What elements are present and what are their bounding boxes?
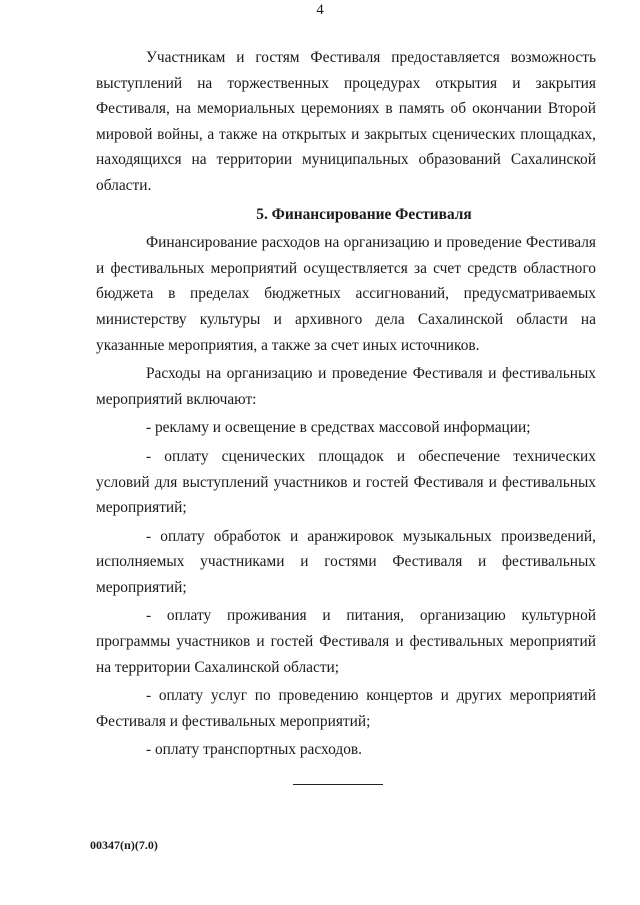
expense-item: - рекламу и освещение в средствах массовой информации; (146, 419, 531, 437)
expense-item: - оплату обработок и аранжировок музыкальных произведений, исполняемых участниками и гостями Фестиваля и фестивальных мероприятий; (96, 527, 596, 596)
expense-item: - оплату проживания и питания, организацию культурной программы участников и гостей Фестиваля и фестивальных мероприятий на территории Сахалинской области; (96, 607, 596, 676)
expense-item: - оплату услуг по проведению концертов и других мероприятий Фестиваля и фестивальных мероприятий; (96, 687, 596, 730)
intro-paragraph: Участникам и гостям Фестиваля предоставляется возможность выступлений на торжественных процедурах открытия и закрытия Фестиваля, на мемориальных церемониях в память об окончании Второй мировой войны, а также на открытых и закрытых сценических площадках, находящихся на территории муниципальных образований Сахалинской области. (96, 49, 596, 194)
financing-paragraph: Финансирование расходов на организацию и проведение Фестиваля и фестивальных мероприятий осуществляется за счет средств областного бюджета в пределах бюджетных ассигнований, предусматриваемых министерству культуры и архивного дела Сахалинской области на указанные мероприятия, а также за счет иных источников. (96, 234, 596, 354)
footer-document-code: 00347(п)(7.0) (90, 838, 158, 852)
section-heading: 5. Финансирование Фестиваля (256, 205, 472, 223)
document-body (96, 45, 596, 763)
expense-item: - оплату транспортных расходов. (146, 741, 363, 759)
expense-item: - оплату сценических площадок и обеспечение технических условий для выступлений участников и гостей Фестиваля и фестивальных мероприятий; (96, 447, 596, 517)
page-number: 4 (316, 2, 324, 18)
end-divider (293, 784, 383, 785)
expenses-intro-paragraph: Расходы на организацию и проведение Фестиваля и фестивальных мероприятий включают: (96, 365, 596, 408)
